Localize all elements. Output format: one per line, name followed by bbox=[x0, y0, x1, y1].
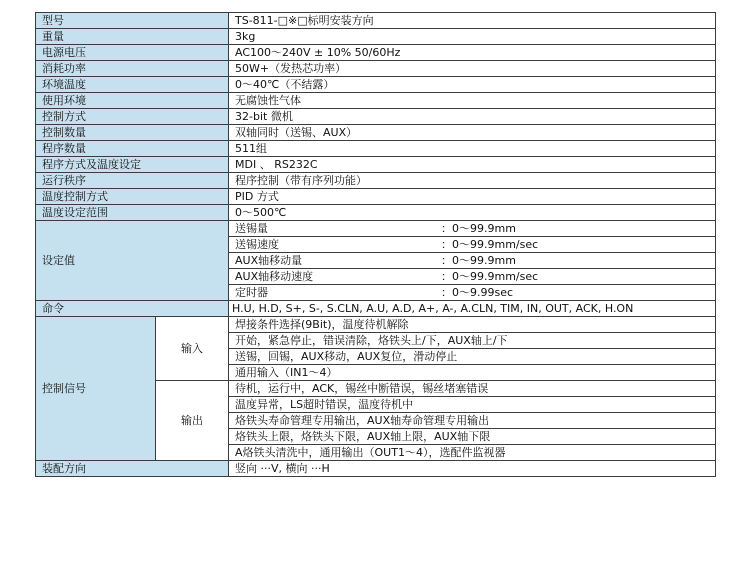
setting-name: AUX轴移动量 bbox=[235, 254, 303, 267]
row-label: 型号 bbox=[36, 13, 229, 29]
settings-item bbox=[229, 269, 716, 285]
spec-row-temp-range bbox=[36, 205, 716, 221]
row-label: 环境温度 bbox=[36, 77, 229, 93]
row-label: 程序方式及温度设定 bbox=[36, 157, 229, 173]
row-label: 运行秩序 bbox=[36, 173, 229, 189]
input-item: 开始，紧急停止，错误清除，烙铁头上/下，AUX轴上/下 bbox=[229, 333, 716, 349]
row-value: 无腐蚀性气体 bbox=[229, 93, 716, 109]
spec-row-weight bbox=[36, 29, 716, 45]
row-value: 32-bit 微机 bbox=[229, 109, 716, 125]
command-label: 命令 bbox=[36, 301, 229, 317]
spec-row-ambient-temp bbox=[36, 77, 716, 93]
settings-item bbox=[229, 237, 716, 253]
output-item: 温度异常，LS超时错误，温度待机中 bbox=[229, 397, 716, 413]
settings-row bbox=[36, 221, 716, 237]
setting-name: 定时器 bbox=[235, 286, 268, 299]
input-item: 焊接条件选择(9Bit)，温度待机解除 bbox=[229, 317, 716, 333]
control-signal-label: 控制信号 bbox=[36, 317, 156, 461]
row-label: 控制数量 bbox=[36, 125, 229, 141]
setting-range: ：0～99.9mm bbox=[441, 254, 516, 267]
input-item: 送锡，回锡，AUX移动，AUX复位，滑动停止 bbox=[229, 349, 716, 365]
settings-item bbox=[229, 285, 716, 301]
row-value: 50W+（发热芯功率） bbox=[229, 61, 716, 77]
row-value: 511组 bbox=[229, 141, 716, 157]
output-label: 输出 bbox=[156, 381, 229, 461]
spec-row-voltage bbox=[36, 45, 716, 61]
row-label: 温度控制方式 bbox=[36, 189, 229, 205]
setting-range: ：0～99.9mm bbox=[441, 222, 516, 235]
row-label: 重量 bbox=[36, 29, 229, 45]
setting-name: 送锡量 bbox=[235, 222, 268, 235]
row-label: 程序数量 bbox=[36, 141, 229, 157]
spec-row-control-count bbox=[36, 125, 716, 141]
row-label: 温度设定范围 bbox=[36, 205, 229, 221]
spec-row-environment bbox=[36, 93, 716, 109]
output-item: 烙铁头上限，烙铁头下限，AUX轴上限，AUX轴下限 bbox=[229, 429, 716, 445]
command-row bbox=[36, 301, 716, 317]
row-value: 双轴同时（送锡、AUX） bbox=[229, 125, 716, 141]
row-value: 3kg bbox=[229, 29, 716, 45]
row-value: MDI 、 RS232C bbox=[229, 157, 716, 173]
setting-name: 送锡速度 bbox=[235, 238, 279, 251]
row-value: 程序控制（带有序列功能） bbox=[229, 173, 716, 189]
input-item: 通用输入（IN1～4） bbox=[229, 365, 716, 381]
row-value: AC100～240V ± 10% 50/60Hz bbox=[229, 45, 716, 61]
output-item: A烙铁头清洗中，通用输出（OUT1～4），选配件监视器 bbox=[229, 445, 716, 461]
setting-range: ：0～9.99sec bbox=[441, 286, 514, 299]
row-value: 0～40℃（不结露） bbox=[229, 77, 716, 93]
output-item: 烙铁头寿命管理专用输出，AUX轴寿命管理专用输出 bbox=[229, 413, 716, 429]
spec-row-model bbox=[36, 13, 716, 29]
control-input-row bbox=[36, 317, 716, 333]
row-value: PID 方式 bbox=[229, 189, 716, 205]
setting-range: ：0～99.9mm/sec bbox=[441, 270, 539, 283]
settings-item bbox=[229, 253, 716, 269]
spec-row-control-method bbox=[36, 109, 716, 125]
spec-row-temp-control bbox=[36, 189, 716, 205]
spec-row-power bbox=[36, 61, 716, 77]
settings-item bbox=[229, 221, 716, 237]
input-label: 输入 bbox=[156, 317, 229, 381]
row-label: 控制方式 bbox=[36, 109, 229, 125]
spec-table bbox=[35, 12, 716, 477]
mounting-row bbox=[36, 461, 716, 477]
row-label: 使用环境 bbox=[36, 93, 229, 109]
spec-row-program-count bbox=[36, 141, 716, 157]
setting-name: AUX轴移动速度 bbox=[235, 270, 314, 283]
spec-row-run-sequence bbox=[36, 173, 716, 189]
row-value: TS-811-□※□标明安装方向 bbox=[229, 13, 716, 29]
row-value: 0～500℃ bbox=[229, 205, 716, 221]
mounting-value: 竖向 ···V, 横向 ···H bbox=[229, 461, 716, 477]
row-label: 消耗功率 bbox=[36, 61, 229, 77]
spec-row-program-method bbox=[36, 157, 716, 173]
output-item: 待机，运行中，ACK，锡丝中断错误，锡丝堵塞错误 bbox=[229, 381, 716, 397]
command-value: H.U, H.D, S+, S-, S.CLN, A.U, A.D, A+, A-, A.CLN, TIM, IN, OUT, ACK, H.ON bbox=[229, 301, 716, 317]
settings-label: 设定值 bbox=[36, 221, 229, 301]
row-label: 电源电压 bbox=[36, 45, 229, 61]
mounting-label: 装配方向 bbox=[36, 461, 229, 477]
setting-range: ：0～99.9mm/sec bbox=[441, 238, 539, 251]
